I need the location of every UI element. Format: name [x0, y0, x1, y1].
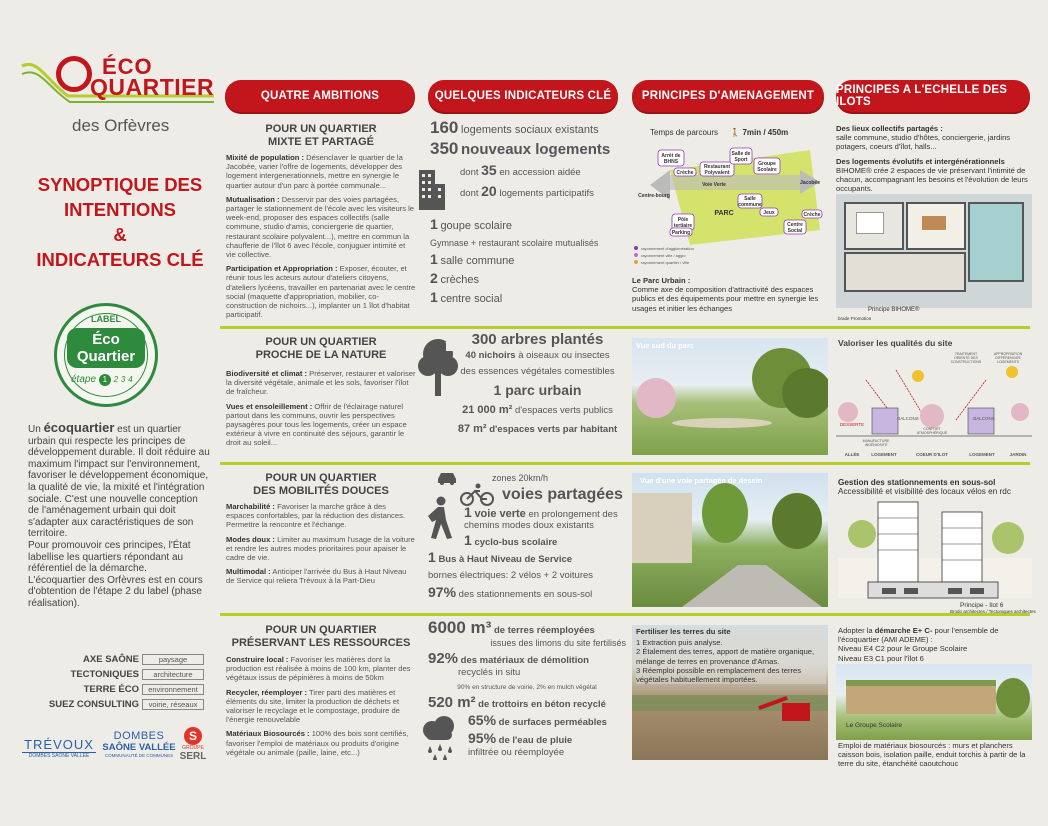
s4-title-2: PRÉSERVANT LES RESSOURCES — [231, 637, 411, 649]
fert-title: Fertiliser les terres du site — [636, 627, 731, 636]
s1-i1-number: 160 — [430, 118, 459, 137]
s2-ambitions-text — [226, 369, 416, 453]
svg-text:Pôle: Pôle — [677, 217, 689, 223]
s1-ind-6: Gymnase + restaurant scolaire mutualisés — [430, 238, 599, 248]
s2-i4: 1 parc urbain — [493, 382, 582, 398]
s3-p1-title: Marchabilité : — [226, 502, 275, 511]
s4-p3-title: Matériaux Biosourcés : — [226, 729, 310, 739]
s3-i3-text: en prolongement des chemins modes doux existants — [464, 509, 618, 531]
badge-label-text: LABEL — [91, 314, 121, 324]
s3-title-1: POUR UN QUARTIER — [265, 472, 377, 484]
s4-i5-number: 95% — [468, 730, 497, 746]
dombes-logo — [100, 730, 178, 758]
s3-i5-text: Bus à Haut Niveau de Service — [438, 554, 573, 565]
s1-p2-title: Mutualisation : — [226, 194, 280, 204]
s3-ind-5 — [428, 551, 626, 566]
s1-para — [226, 195, 416, 259]
svg-text:INGÉNIOSITÉ: INGÉNIOSITÉ — [864, 443, 888, 447]
photo-tree — [702, 483, 748, 543]
map-time: 7min / 450m — [742, 128, 789, 137]
s1-p3-title: Participation et Appropriation : — [226, 264, 338, 274]
badge-etape: étape — [71, 374, 97, 385]
e-t1: Adopter la — [838, 626, 873, 635]
serl-logo — [178, 727, 208, 762]
s1-ind-9 — [430, 291, 625, 306]
s2-i6-number: 87 m² — [457, 423, 487, 435]
svg-text:MANUFACTURE: MANUFACTURE — [862, 439, 890, 443]
s1-ind-4 — [460, 185, 625, 200]
svg-text:Voie Verte: Voie Verte — [702, 182, 726, 188]
svg-text:commune: commune — [738, 202, 762, 208]
parking-caption-2 — [950, 607, 1036, 616]
bihome-caption — [868, 306, 919, 315]
ilot-t2: Des logements évolutifs et intergénérationnels — [836, 156, 1005, 166]
photo-tree — [782, 368, 828, 418]
diag-t2: Accessibilité et visibilité des locaux vélos en rdc — [838, 487, 1011, 497]
s2-para — [226, 369, 416, 397]
school-render-caption: Le Groupe Scolaire — [846, 722, 903, 729]
logo-eco: ÉCO — [102, 54, 153, 79]
s1-i3-dont: dont — [460, 167, 479, 178]
synoptique-title — [20, 172, 220, 272]
s1-i3-text: en accession aidée — [499, 167, 581, 178]
section-1-title — [226, 123, 416, 149]
partners-list — [40, 652, 204, 712]
bihome-plan-image — [836, 194, 1032, 308]
photo-tree — [772, 493, 822, 549]
dombes-saone: SAÔNE VALLÉE — [102, 742, 176, 753]
e-t1c: pour l'ensemble de l'écoquartier (AMI ADEME) : — [838, 626, 999, 645]
partner-row — [40, 667, 204, 682]
s4-i5-text: de l'eau de pluie — [498, 735, 573, 746]
partner-role: architecture — [142, 669, 204, 680]
s3-ind-3 — [464, 504, 626, 531]
partner-role: voirie, réseaux — [142, 699, 204, 710]
svg-text:Social: Social — [787, 228, 803, 234]
render-tree — [996, 678, 1030, 718]
s3-ind-7 — [428, 586, 626, 601]
s1-ind-3 — [460, 164, 625, 179]
svg-text:Parking: Parking — [671, 230, 691, 236]
soil-photo — [632, 625, 828, 760]
s1-p1-title: Mixité de population : — [226, 153, 305, 162]
s3-p2-text: Limiter au maximum l'usage de la voiture et rendre les autres modes prioritaires pour apaiser le cadre de vie. — [226, 534, 415, 563]
section-3-title — [226, 472, 416, 498]
badge-step-4: 4 — [128, 375, 133, 384]
s3-para — [226, 567, 416, 585]
photo-road — [682, 565, 822, 607]
diag-t1: Gestion des stationnements en sous-sol — [838, 478, 996, 487]
dombes-name: DOMBES — [113, 730, 165, 742]
intro-p2: Pour promouvoir ces principes, l'État labellise les quartiers répondant au référentiel de la démarche. — [28, 539, 191, 575]
s1-i9-number: 1 — [430, 289, 438, 305]
s2-indicators — [450, 331, 625, 436]
synoptique-line-4: INDICATEURS CLÉ — [36, 249, 204, 270]
s1-i5-text: goupe scolaire — [440, 220, 512, 232]
diag-cap: Principe - Ilot 6 — [960, 602, 1004, 609]
svg-text:Salle: Salle — [744, 196, 756, 202]
badge-step-2: 2 — [113, 375, 119, 384]
serl-groupe: GROUPE — [182, 745, 204, 751]
s4-i3-text: de trottoirs en béton recyclé — [478, 699, 606, 710]
fert-step-1: 1 Extraction puis analyse. — [636, 638, 723, 648]
s4-p2-title: Recycler, réemployer : — [226, 687, 308, 697]
s4-ind-5 — [468, 732, 626, 747]
s4-p3-text: 100% des bois sont certifiés, favoriser l'emploi de matériaux ou produits d'origine végétale ou animale (paille, laine, etc...) — [226, 729, 409, 757]
svg-text:ALLÉE: ALLÉE — [844, 452, 860, 457]
ilot-1: salle commune, studio d'hôtes, conciergerie, jardins potagers, coeurs d'îlot, halls... — [836, 133, 1011, 152]
plan-bed — [856, 212, 884, 234]
s3-i1: zones 20km/h — [492, 473, 549, 483]
s1-i9-text: centre social — [440, 293, 503, 305]
s2-i1: 300 arbres plantés — [471, 331, 604, 348]
building-icon — [417, 168, 447, 212]
partner-name: SUEZ CONSULTING — [48, 699, 139, 710]
intro-ecoquartier: écoquartier — [43, 420, 115, 435]
intro-un: Un — [28, 424, 41, 435]
svg-text:Groupe: Groupe — [758, 161, 776, 167]
s3-i5-number: 1 — [428, 549, 436, 565]
s1-ind-8 — [430, 272, 625, 287]
trevoux-logo — [22, 737, 96, 759]
s3-ambitions-text — [226, 502, 416, 591]
s4-i2-text: des matériaux de démolition — [460, 655, 589, 666]
shared-street-photo — [632, 473, 828, 607]
partner-name: TERRE ÉCO — [83, 684, 139, 695]
s4-ind-1 — [428, 618, 626, 637]
badge-step-1: 1 — [99, 374, 111, 386]
s2-p1-text: Préserver, restaurer et valoriser la diversité végétale, animale et les sols, favoriser l'îlot de fraîcheur. — [226, 369, 416, 397]
s4-i4-number: 65% — [468, 712, 497, 728]
section-2-title — [226, 336, 416, 362]
svg-text:Restaurant: Restaurant — [703, 164, 731, 170]
s1-i3-number: 35 — [481, 162, 497, 178]
svg-text:Centre: Centre — [787, 222, 803, 228]
s2-i6-text: d'espaces verts par habitant — [489, 424, 618, 435]
badge-eco: Éco — [92, 331, 120, 348]
s3-indicators — [428, 472, 626, 601]
svg-text:LOGEMENTS: LOGEMENTS — [997, 360, 1019, 364]
svg-text:DESSERTE: DESSERTE — [839, 422, 865, 427]
eplus-text — [838, 626, 1034, 663]
logo-quartier: QUARTIER — [90, 74, 215, 100]
site-section-diagram — [836, 350, 1032, 460]
s2-title-2: PROCHE DE LA NATURE — [255, 349, 387, 361]
s3-i3-number: 1 — [464, 504, 472, 520]
s2-i2-number: 40 nichoirs — [465, 350, 516, 361]
svg-text:DIFFÉRENCIÉE: DIFFÉRENCIÉE — [995, 356, 1021, 360]
s1-ind-2 — [430, 139, 625, 158]
s2-title-1: POUR UN QUARTIER — [265, 336, 377, 348]
s1-para — [226, 264, 416, 319]
s4-i1b: issues des limons du site fertilisés — [490, 638, 626, 648]
svg-text:Crèche: Crèche — [676, 170, 694, 176]
park-photo — [632, 338, 828, 455]
s1-p3-text: Exposer, écouter, et réunir tous les acteurs autour d'ateliers citoyens, d'ateliers lycéens, travailler en partenariat avec le centre social (maquette d'appropriation, mobilier, co-construction de nichoirs...), implanter un 1 îlot d'habitat participatif. — [226, 264, 416, 320]
s2-p2-title: Vues et ensoleillement : — [226, 401, 313, 411]
photo-building — [632, 493, 692, 563]
svg-text:rayonnement d'agglomération: rayonnement d'agglomération — [641, 246, 694, 251]
s3-para — [226, 535, 416, 563]
badge-quartier: Quartier — [76, 348, 136, 365]
svg-text:Polyvalent: Polyvalent — [704, 170, 730, 176]
svg-text:BALCONS: BALCONS — [973, 416, 995, 421]
parc-desc: Comme axe de composition d'attractivité des espaces publics et des équipements pour mettre en synergie les usages et initier les échanges — [632, 285, 819, 313]
svg-text:Arrêt de: Arrêt de — [661, 153, 681, 159]
parc-title: Le Parc Urbain : — [632, 276, 691, 285]
s1-map-diagram — [630, 140, 830, 265]
svg-text:ORIENTÉ DES: ORIENTÉ DES — [954, 356, 978, 360]
intro-p3: L'écoquartier des Orfèvres est en cours d'obtention de l'étape 2 du label (phase réalisation). — [28, 574, 203, 609]
s1-p1-text: Désenclaver le quartier de la Jacobée, varier l'offre de logements, développer des logement intergenerationnels, mettre en synergie le quartier autour d'un parc à portée communale... — [226, 153, 403, 190]
parc-urbain-text — [632, 276, 830, 313]
s2-p1-title: Biodiversité et climat : — [226, 369, 308, 378]
s4-ind-3 — [428, 694, 626, 711]
partner-name: AXE SAÔNE — [83, 654, 139, 665]
s4-i2c: 90% en structure de voirie, 2% en mulch végétal — [457, 684, 597, 691]
render-roof — [846, 680, 996, 686]
ilot-2: BIHOME® crée 2 espaces de vie préservant l'intimité de chacun, accompagnant les besoins et l'évolution de leurs occupants. — [836, 165, 1028, 194]
fert-step-2: 2 Étalement des terres, apport de matière organique, mélange de terres en provenance d'Arnas. — [636, 647, 815, 666]
intro-text — [28, 422, 210, 610]
svg-text:Scolaire: Scolaire — [757, 167, 777, 173]
s4-ind-2 — [428, 650, 626, 667]
s4-para — [226, 688, 416, 725]
svg-text:JARDIN: JARDIN — [1009, 452, 1027, 457]
s2-i2-text: à oiseaux ou insectes — [518, 350, 610, 361]
separator — [220, 613, 1030, 616]
logo-orfevres: des Orfèvres — [72, 116, 170, 135]
svg-text:Centre-bourg: Centre-bourg — [638, 193, 670, 199]
s2-i3: des essences végétales comestibles — [460, 366, 615, 377]
ilot-t1: Des lieux collectifs partagés : — [836, 124, 943, 133]
svg-text:COEUR D'ILOT: COEUR D'ILOT — [915, 452, 949, 457]
s3-p2-title: Modes doux : — [226, 534, 275, 544]
s1-i8-text: crèches — [440, 274, 479, 286]
site-diagram-title: Valoriser les qualités du site — [838, 338, 953, 348]
s3-p3-text: Anticiper l'arrivée du Bus à Haut Niveau de Service qui reliera Trévoux à la Part-Dieu — [226, 567, 407, 586]
s4-i5b: infiltrée ou réemployée — [468, 747, 565, 758]
s4-p2-text: Tirer parti des matières et éléments du site, limiter la production de déchets et valoriser le recyclage et le compostage, produire de l'énergie renouvelable — [226, 687, 400, 725]
s1-i2-number: 350 — [430, 139, 459, 158]
e-t1b: démarche E+ C- — [874, 626, 933, 635]
svg-text:BHNS: BHNS — [663, 159, 679, 165]
svg-text:TRAITEMENT: TRAITEMENT — [954, 352, 978, 356]
s1-para — [226, 153, 416, 190]
street-photo-caption: Vue d'une voie partagée de dessin — [640, 476, 763, 485]
logo-q-ring — [56, 56, 92, 92]
s3-i4-number: 1 — [464, 532, 472, 548]
fert-step-3: 3 Réemploi possible en remplacement des terres végétales habituellement importées. — [636, 665, 802, 685]
plan-room — [844, 252, 966, 292]
synoptique-line-3: & — [113, 224, 127, 245]
svg-text:Sport: Sport — [734, 157, 748, 163]
school-render — [836, 664, 1032, 740]
park-photo-caption: Vue sud du parc — [636, 341, 695, 350]
s1-i5-number: 1 — [430, 216, 438, 232]
s1-title-2: MIXTE ET PARTAGÉ — [268, 136, 374, 148]
s1-i7-text: salle commune — [440, 255, 515, 267]
s4-p1-text: Favoriser les matières dont la production est réalisée à moins de 100 km, planter des végétaux issus de pépinières à moins de 50km — [226, 655, 411, 683]
s3-i6: bornes électriques: 2 vélos + 2 voitures — [428, 570, 594, 581]
svg-text:tertiaire: tertiaire — [673, 223, 693, 229]
s1-i4-dont: dont — [460, 188, 479, 199]
rain-cloud-icon — [420, 716, 458, 760]
s2-i5-text: d'espaces verts publics — [514, 405, 613, 416]
serl-name: SERL — [179, 751, 207, 762]
bihome-caption-2 — [838, 314, 871, 323]
biosourced-materials-text: Emploi de matériaux biosourcés : murs et planchers caisson bois, isolation paille, enduit torchis à partir de la terre du site, étanchéité caoutchouc — [838, 741, 1026, 769]
svg-text:Jeux: Jeux — [763, 210, 775, 216]
svg-text:ATMOSPHÉRIQUE: ATMOSPHÉRIQUE — [916, 431, 948, 435]
s1-map-header — [650, 128, 788, 137]
photo-tree — [636, 378, 676, 418]
s4-i2-number: 92% — [428, 650, 459, 667]
header-principes-amenagement: PRINCIPES D'AMENAGEMENT — [632, 80, 824, 112]
header-quatre-ambitions: QUATRE AMBITIONS — [225, 80, 415, 112]
logo — [18, 52, 218, 137]
s1-ind-7 — [430, 253, 625, 268]
s4-i1-number: 6000 m³ — [428, 618, 492, 637]
render-building — [846, 684, 996, 714]
s3-i3-bold: voie verte — [474, 508, 526, 520]
s2-ind-2 — [450, 350, 625, 362]
partner-row — [40, 697, 204, 712]
svg-text:LOGEMENT: LOGEMENT — [969, 452, 995, 457]
soil-text — [636, 627, 826, 684]
partner-role: environnement — [142, 684, 204, 695]
photo-path — [672, 418, 772, 428]
s2-ind-5 — [450, 404, 625, 417]
svg-text:rayonnement quartier / ville: rayonnement quartier / ville — [641, 260, 690, 265]
plan-room — [968, 202, 1024, 282]
serl-icon: S — [184, 727, 202, 745]
s1-i4-text: logements participatifs — [499, 188, 594, 199]
partner-role: paysage — [142, 654, 204, 665]
e-l1: Niveau E4 C2 pour le Groupe Scolaire — [838, 644, 968, 654]
synoptique-line-1: SYNOPTIQUE DES — [37, 174, 203, 195]
header-indicateurs: QUELQUES INDICATEURS CLÉ — [428, 80, 618, 112]
s1-ilot-text — [836, 124, 1031, 193]
partner-row — [40, 682, 204, 697]
s4-p1-title: Construire local : — [226, 655, 289, 664]
s1-i7-number: 1 — [430, 251, 438, 267]
s3-i4-text: cyclo-bus scolaire — [474, 537, 558, 548]
s3-p3-title: Multimodal : — [226, 567, 271, 577]
svg-text:LOGEMENT: LOGEMENT — [871, 452, 897, 457]
s4-para — [226, 655, 416, 683]
s3-p1-text: Favoriser la marche grâce à des espaces confortables, par la réduction des distances. Permettre la rencontre et l'échange. — [226, 502, 405, 530]
s1-ind-5 — [430, 218, 625, 233]
plan-table — [922, 216, 946, 230]
trevoux-sub: DOMBES SAÔNE VALLÉE — [22, 752, 96, 759]
separator — [220, 326, 1030, 329]
badge-step-3: 3 — [120, 375, 126, 384]
header-principes-ilots: PRINCIPES A L'ECHELLE DES ILOTS — [836, 80, 1030, 112]
s4-title-1: POUR UN QUARTIER — [265, 624, 377, 636]
e-l2: Niveau E3 C1 pour l'îlot 6 — [838, 653, 924, 663]
badge-green-box — [67, 328, 145, 368]
svg-text:APPROPRIATION: APPROPRIATION — [993, 352, 1023, 356]
s4-ambitions-text — [226, 655, 416, 762]
s2-i5-number: 21 000 m² — [462, 404, 513, 416]
s1-ambitions-text — [226, 153, 416, 324]
s3-para — [226, 502, 416, 530]
excavator — [782, 703, 810, 721]
partner-name: TECTONIQUES — [70, 669, 139, 680]
separator — [220, 462, 1030, 465]
s1-i2-text: nouveaux logements — [461, 141, 611, 158]
s4-ind-4 — [468, 714, 626, 729]
s1-indicators — [430, 118, 625, 306]
svg-text:Jacobée: Jacobée — [799, 180, 821, 186]
badge-steps — [71, 374, 133, 386]
dombes-cc: COMMUNAUTÉ DE COMMUNES — [104, 753, 174, 758]
svg-text:BALCONS: BALCONS — [897, 416, 919, 421]
s3-i2: voies partagées — [502, 486, 623, 503]
s1-i8-number: 2 — [430, 270, 438, 286]
walking-icon: 🚶 — [730, 128, 741, 137]
s4-i4-text: de surfaces perméables — [498, 717, 607, 728]
s2-ind-6 — [450, 423, 625, 436]
ecoquartier-label-badge — [54, 303, 158, 407]
s4-i1-text: de terres réemployées — [493, 625, 595, 636]
parking-diagram-title — [838, 478, 1034, 496]
map-title: Temps de parcours — [650, 128, 719, 137]
svg-text:rayonnement ville / agglo: rayonnement ville / agglo — [641, 253, 686, 258]
s4-para — [226, 729, 416, 757]
s1-i4-number: 20 — [481, 183, 497, 199]
s1-title-1: POUR UN QUARTIER — [265, 123, 377, 135]
parking-section-diagram — [838, 498, 1032, 602]
bihome-cap: Principe BIHOME® — [868, 307, 920, 313]
s1-i1-text: logements sociaux existants — [461, 124, 599, 136]
s1-p2-text: Desservir par des voies partagées, partager le stationnement de l'école avec les visiteurs le week-end, proposer des espaces collectifs (salle commune, studio d'amis, conciergerie de quartier, restaurant scolaire polyvalent...), mettre en commun la chaufferie de l'îlot 6 avec l'école, conjuguer intimité et vie collective. — [226, 194, 415, 260]
s4-i3-number: 520 m² — [428, 694, 476, 711]
svg-text:Crèche: Crèche — [803, 212, 821, 218]
s4-i2b: recyclés in situ — [458, 667, 521, 678]
diag-cap-2: Brodo architectes / Tectoniques architectes — [950, 609, 1036, 614]
s3-i7-text: des stationnements en sous-sol — [458, 589, 593, 600]
bihome-cap-2: brade Promotion — [838, 316, 872, 321]
svg-text:PARC: PARC — [714, 210, 734, 217]
partner-row — [40, 652, 204, 667]
s2-p2-text: Offrir de l'éclairage naturel partout dans les communs, ouvrir les perspectives paysagères pour tous les logements, créer un espace extérieur à vivre en continuité des séjours, garantir le droit au soleil... — [226, 401, 407, 448]
s3-i7-number: 97% — [428, 584, 457, 600]
svg-text:CONSTRUCTIONS: CONSTRUCTIONS — [950, 360, 982, 364]
synoptique-line-2: INTENTIONS — [63, 199, 177, 220]
section-4-title — [226, 624, 416, 650]
svg-text:Salle de: Salle de — [731, 151, 751, 157]
trevoux-name: TRÉVOUX — [24, 737, 94, 752]
s3-title-2: DES MOBILITÉS DOUCES — [253, 485, 389, 497]
s3-ind-4 — [464, 534, 626, 549]
s1-ind-1 — [430, 118, 625, 137]
intro-body: est un quartier urbain qui respecte les principes de développement durable. Il doit réduire au maximum l'impact sur l'environnement, favoriser le développement économique, la qualité de vie, la mixité et l'intégration sociale. C'est une nouvelle conception de l'aménagement urbain qui doit s'adapter aux caractéristiques de son territoire. — [28, 424, 210, 540]
s2-para — [226, 402, 416, 448]
svg-text:CONFORT: CONFORT — [923, 427, 941, 431]
